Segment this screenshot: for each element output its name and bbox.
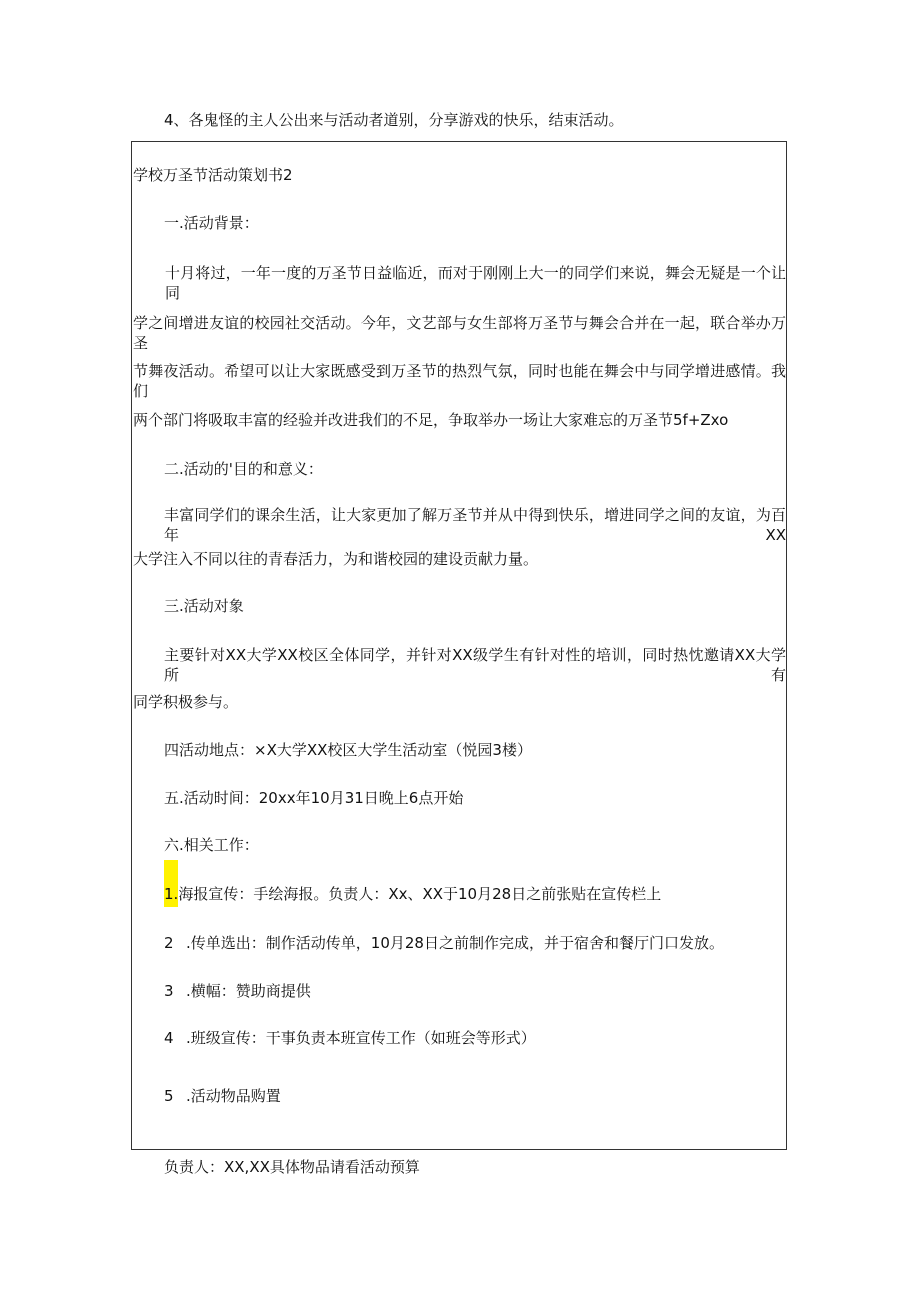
work-item-number: 5 [164,1087,174,1105]
purpose-line-1: 丰富同学们的课余生活，让大家更加了解万圣节并从中得到快乐，增进同学之间的友谊，为百年XX [164,506,786,544]
work-item-number: 2 [164,934,174,952]
target-heading: 三.活动对象 [164,597,244,615]
document-title: 学校万圣节活动策划书2 [133,166,293,184]
work-item-text: 海报宣传：手绘海报。负责人：Xx、XX于10月28日之前张贴在宣传栏上 [178,885,662,903]
work-item-4 [164,1028,536,1048]
purpose-heading: 二.活动的'目的和意义： [164,460,323,478]
work-item-text: .横幅：赞助商提供 [186,982,311,1000]
location-line: 四活动地点：×X大学XX校区大学生活动室（悦园3楼） [164,741,532,759]
background-line-2: 学之间增进友谊的校园社交活动。今年，文艺部与女生部将万圣节与舞会合并在一起，联合举办万圣 [133,314,786,352]
work-item-1 [164,884,661,904]
time-line: 五.活动时间：20xx年10月31日晚上6点开始 [164,789,464,807]
work-item-number: 4 [164,1029,174,1047]
work-item-number: 3 [164,982,174,1000]
intro-line: 4、各鬼怪的主人公出来与活动者道别，分享游戏的快乐，结束活动。 [164,111,624,129]
footer-line: 负责人：XX,XX具体物品请看活动预算 [164,1158,420,1176]
work-item-2 [164,933,724,953]
target-line-2: 同学积极参与。 [133,693,239,711]
work-item-text: .班级宣传：干事负责本班宣传工作（如班会等形式） [186,1029,536,1047]
target-line-1: 主要针对XX大学XX校区全体同学，并针对XX级学生有针对性的培训，同时热忱邀请XX大学所有 [164,646,786,684]
work-item-5 [164,1086,281,1106]
work-item-number: 1. [164,885,179,903]
background-line-4: 两个部门将吸取丰富的经验并改进我们的不足，争取举办一场让大家难忘的万圣节5f+Zxo [133,411,729,429]
background-line-3: 节舞夜活动。希望可以让大家既感受到万圣节的热烈气氛，同时也能在舞会中与同学增进感情。我们 [133,362,786,400]
work-item-text: .活动物品购置 [186,1087,281,1105]
purpose-line-2: 大学注入不同以往的青春活力，为和谐校园的建设贡献力量。 [133,550,539,568]
work-item-text: .传单选出：制作活动传单，10月28日之前制作完成，并于宿舍和餐厅门口发放。 [186,934,724,952]
background-line-1: 十月将过，一年一度的万圣节日益临近，而对于刚刚上大一的同学们来说，舞会无疑是一个让同 [165,264,786,302]
background-heading: 一.活动背景： [164,214,259,232]
work-item-3 [164,981,311,1001]
work-heading: 六.相关工作： [164,836,259,854]
